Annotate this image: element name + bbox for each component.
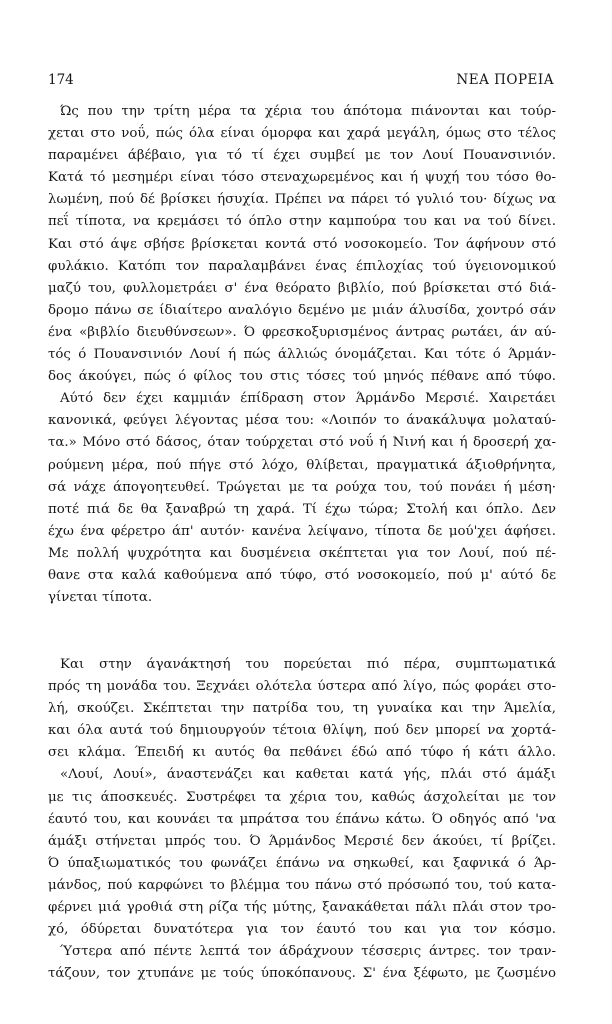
text-line: έχω ένα φέρετρο άπ' αυτόν· κανένα λείψανο, τίποτα δε μού'χει άφήσει. bbox=[48, 523, 556, 539]
text-line: ένα «βιβλίο διευθύνσεων». Ό φρεσκοξυρισμένος άντρας ρωτάει, άν αύ- bbox=[48, 324, 556, 340]
text-line: μάνδος, πού καρφώνει το βλέμμα του πάνω στό πρόσωπό του, τού κατα- bbox=[48, 877, 556, 893]
text-line: σει κλάμα. Έπειδή κι αυτός θα πεθάνει έδώ από τύφο ή κάτι άλλο. bbox=[48, 745, 556, 761]
text-line: τάζουν, τον χτυπάνε με τούς ύποκόπανους. Σ' ένα ξέφωτο, με ζωσμένο bbox=[48, 966, 556, 982]
text-line: Ό ύπαξιωματικός του φωνάζει έπάνω να σηκωθεί, και ξαφνικά ό Άρ- bbox=[48, 855, 556, 871]
text-line: άμάξι στήνεται μπρός του. Ό Άρμάνδος Μερσιέ δεν άκούει, τί βρίζει. bbox=[48, 833, 556, 849]
text-line: και όλα αυτά τού δημιουργούν τέτοια θλίψη, πού δεν μπορεί να χορτά- bbox=[48, 723, 556, 739]
text-line: γίνεται τίποτα. bbox=[48, 590, 153, 606]
text-line: με τις άποσκευές. Συστρέφει τα χέρια του, καθώς άσχολείται με τον bbox=[48, 789, 556, 805]
text-line: λή, σκούζει. Σκέπτεται την πατρίδα του, τη γυναίκα και την Άμελία, bbox=[48, 701, 556, 717]
text-line: Κατά τό μεσημέρι είναι τόσο στεναχωρεμένος και ή ψυχή του τόσο θο- bbox=[48, 170, 556, 186]
text-line: ρούμενη μέρα, πού πήγε στό λόχο, θλίβεται, πραγματικά άξιοθρήνητα, bbox=[48, 457, 556, 473]
text-line: Και στό άψε σβήσε βρίσκεται κοντά στό νοσοκομείο. Τον άφήνουν στό bbox=[48, 236, 556, 252]
text-line: Ώς που την τρίτη μέρα τα χέρια του άπότομα πιάνονται και τούρ- bbox=[60, 104, 556, 119]
text-line: πρός τη μονάδα του. Ξεχνάει ολότελα ύστερα από λίγο, πώς φοράει στο- bbox=[48, 679, 556, 695]
text-line: «Λουί, Λουί», άναστενάζει και καθεται κατά γής, πλάι στό άμάξι bbox=[60, 767, 556, 783]
text-line: Με πολλή ψυχρότητα και δυσμένεια σκέπτεται για τον Λουί, πού πέ- bbox=[48, 545, 556, 561]
text-line: σά νάχε άπογοητευθεί. Τρώγεται με τα ρούχα του, τού πονάει ή μέση· bbox=[48, 479, 556, 495]
text-line: Και στην άγανάκτησή του πορεύεται πιό πέρα, συμπτωματικά bbox=[60, 657, 556, 672]
running-head bbox=[48, 70, 554, 90]
text-line: θανε στα καλά καθούμενα από τύφο, στό νοσοκομείο, πού μ' αύτό δε bbox=[48, 567, 556, 583]
text-section-1 bbox=[48, 101, 556, 609]
text-line: μαζύ του, φυλλομετράει σ' ένα θεόρατο βιβλίο, πού βρίσκεται στό διά- bbox=[48, 280, 556, 296]
text-line: έαυτό του, και κουνάει τα μπράτσα του έπάνω κάτω. Ό οδηγός από 'να bbox=[48, 811, 556, 827]
text-line: δρομο πάνω σε ίδιαίτερο αναλόγιο δεμένο με μιάν άλυσίδα, χοντρό σάν bbox=[48, 302, 556, 318]
text-line: ποτέ πιά δε θα ξαναβρώ τη χαρά. Τί έχω τώρα; Στολή και όπλο. Δεν bbox=[48, 501, 556, 517]
text-line: τός ό Πουανσινιόν Λουί ή πώς άλλιώς όνομάζεται. Και τότε ό Άρμάν- bbox=[48, 347, 556, 363]
text-line: τα.» Μόνο στό δάσος, όταν τούρχεται στό νοΰ ή Νινή και ή δροσερή χα- bbox=[48, 435, 556, 451]
text-line: παραμένει άβέβαιο, για τό τί έχει συμβεί με τον Λουί Πουανσινιόν. bbox=[48, 148, 556, 164]
text-line: δος άκούγει, πώς ό φίλος του στις τόσες τού μηνός πέθανε από τύφο. bbox=[48, 369, 556, 385]
text-line: λωμένη, πού δέ βρίσκει ήσυχία. Πρέπει να πάρει τό γυλιό του· δίχως να bbox=[48, 192, 556, 208]
text-line: χό, όδύρεται δυνατότερα για τον έαυτό του και για τον κόσμο. bbox=[48, 922, 556, 938]
text-line: φέρνει μιά γροθιά στη ρίζα τής μύτης, ξανακάθεται πάλι πλάι στον τρο- bbox=[48, 900, 556, 916]
text-line: κανονικά, φεύγει λέγοντας μέσα του: «Λοιπόν το άνακάλυψα μολαταύ- bbox=[48, 413, 556, 429]
text-line: φυλάκιο. Κατόπι τον παραλαμβάνει ένας έπιλοχίας τού ύγειονομικού bbox=[48, 258, 556, 274]
text-line: Αύτό δεν έχει καμμιάν έπίδραση στον Άρμάνδο Μερσιέ. Χαιρετάει bbox=[60, 391, 556, 407]
page-number: 174 bbox=[48, 72, 74, 88]
text-line: πεΐ τίποτα, να κρεμάσει τό όπλο στην καμπούρα του και να τού δίνει. bbox=[48, 214, 556, 230]
text-section-2 bbox=[48, 654, 556, 985]
text-line: χεται στο νοΰ, πώς όλα είναι όμορφα και χαρά μεγάλη, όμως στο τέλος bbox=[48, 126, 556, 142]
text-line: Ύστερα από πέντε λεπτά τον άδράχνουν τέσσερις άντρες. τον τραν- bbox=[60, 944, 556, 960]
journal-title: ΝΕΑ ΠΟΡΕΙΑ bbox=[456, 72, 554, 88]
